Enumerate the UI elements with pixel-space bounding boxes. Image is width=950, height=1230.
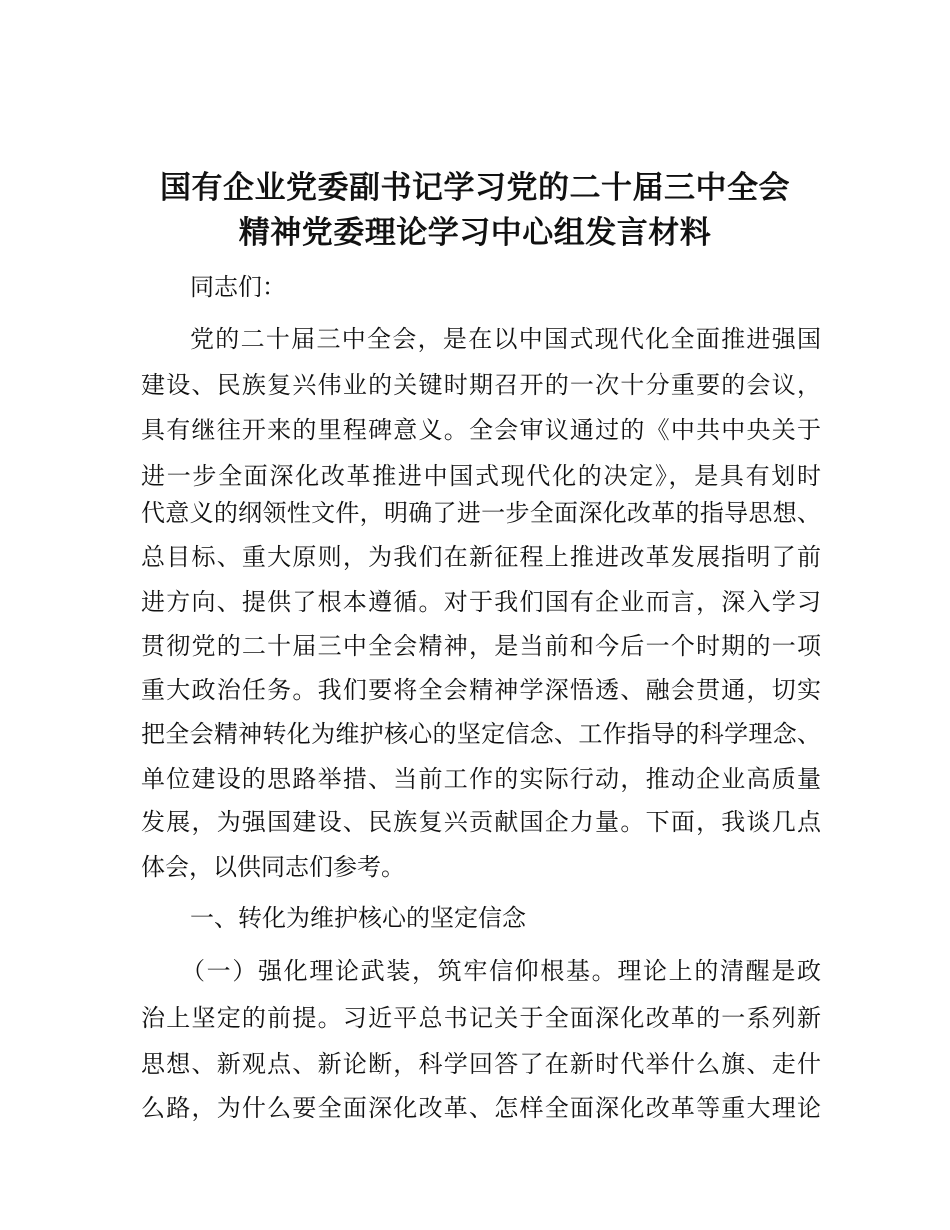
paragraph-line: 么路，为什么要全面深化改革、怎样全面深化改革等重大理论 (141, 1094, 821, 1122)
salutation: 同志们： (190, 273, 286, 301)
document-title-line-1: 国有企业党委副书记学习党的二十届三中全会 (160, 170, 790, 206)
paragraph-line: 总目标、重大原则，为我们在新征程上推进改革发展指明了前 (141, 543, 821, 571)
section-heading-1: 一、转化为维护核心的坚定信念 (190, 904, 526, 932)
paragraph-line: 重大政治任务。我们要将全会精神学深悟透、融会贯通，切实 (141, 676, 821, 704)
paragraph-line: 建设、民族复兴伟业的关键时期召开的一次十分重要的会议， (141, 371, 821, 399)
paragraph-line: 思想、新观点、新论断，科学回答了在新时代举什么旗、走什 (141, 1050, 821, 1078)
paragraph-line: 贯彻党的二十届三中全会精神，是当前和今后一个时期的一项 (141, 632, 821, 660)
paragraph-line: 党的二十届三中全会，是在以中国式现代化全面推进强国 (190, 325, 821, 353)
paragraph-line: 具有继往开来的里程碑意义。全会审议通过的《中共中央关于 (141, 416, 821, 444)
paragraph-line: 进一步全面深化改革推进中国式现代化的决定》，是具有划时 (141, 462, 821, 490)
paragraph-line: 进方向、提供了根本遵循。对于我们国有企业而言，深入学习 (141, 588, 821, 616)
paragraph-line: （一）强化理论武装，筑牢信仰根基。理论上的清醒是政 (181, 957, 821, 985)
paragraph-line: 体会，以供同志们参考。 (141, 853, 405, 881)
paragraph-line: 代意义的纲领性文件，明确了进一步全面深化改革的指导思想、 (141, 499, 821, 527)
paragraph-line: 治上坚定的前提。习近平总书记关于全面深化改革的一系列新 (141, 1004, 821, 1032)
paragraph-line: 发展，为强国建设、民族复兴贡献国企力量。下面，我谈几点 (141, 808, 821, 836)
document-title-line-2: 精神党委理论学习中心组发言材料 (238, 215, 712, 251)
paragraph-line: 单位建设的思路举措、当前工作的实际行动，推动企业高质量 (141, 765, 821, 793)
paragraph-line: 把全会精神转化为维护核心的坚定信念、工作指导的科学理念、 (141, 720, 821, 748)
